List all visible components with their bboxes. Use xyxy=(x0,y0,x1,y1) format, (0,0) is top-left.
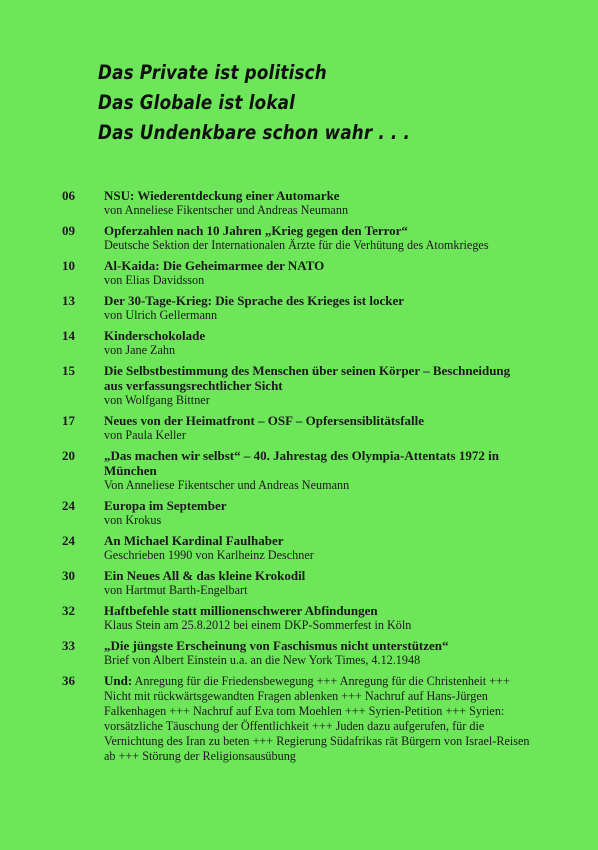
entry-title: NSU: Wiederentdeckung einer Automarke xyxy=(104,188,340,203)
toc-entry[interactable] xyxy=(62,533,532,563)
entry-title: Al-Kaida: Die Geheimarmee der NATO xyxy=(104,258,325,273)
entry-title: Neues von der Heimatfront – OSF – Opfersensiblitätsfalle xyxy=(104,413,425,428)
entry-author: von Hartmut Barth-Engelbart xyxy=(104,583,248,597)
entry-author: Von Anneliese Fikentscher und Andreas Neumann xyxy=(104,478,350,492)
headline-line: Das Undenkbare schon wahr . . . xyxy=(98,121,411,144)
toc-entry[interactable] xyxy=(62,673,532,764)
headline xyxy=(98,58,558,148)
entry-author: von Ulrich Gellermann xyxy=(104,308,218,322)
entry-author: von Anneliese Fikentscher und Andreas Neumann xyxy=(104,203,349,217)
page-number: 36 xyxy=(62,673,75,688)
toc-entry[interactable] xyxy=(62,638,532,668)
entry-title: Haftbefehle statt millionenschwerer Abfindungen xyxy=(104,603,378,618)
page-number: 20 xyxy=(62,448,75,463)
page-number: 30 xyxy=(62,568,75,583)
entry-author: von Paula Keller xyxy=(104,428,186,442)
page-number: 32 xyxy=(62,603,75,618)
entry-title: Kinderschokolade xyxy=(104,328,206,343)
entry-title: Europa im September xyxy=(104,498,227,513)
entry-title: Der 30-Tage-Krieg: Die Sprache des Krieges ist locker xyxy=(104,293,405,308)
page-number: 14 xyxy=(62,328,75,343)
entry-author: Geschrieben 1990 von Karlheinz Deschner xyxy=(104,548,314,562)
toc-entry[interactable] xyxy=(62,568,532,598)
toc-entry[interactable] xyxy=(62,363,532,408)
page-number: 09 xyxy=(62,223,75,238)
entry-title: Opferzahlen nach 10 Jahren „Krieg gegen den Terror“ xyxy=(104,223,408,238)
entry-summary xyxy=(104,673,532,764)
entry-title: „Die jüngste Erscheinung von Faschismus nicht unterstützen“ xyxy=(104,638,449,653)
entry-author: Brief von Albert Einstein u.a. an die New York Times, 4.12.1948 xyxy=(104,653,421,667)
page-number: 17 xyxy=(62,413,75,428)
entry-author: von Krokus xyxy=(104,513,162,527)
page-number: 10 xyxy=(62,258,75,273)
toc-entry[interactable] xyxy=(62,498,532,528)
entry-title: An Michael Kardinal Faulhaber xyxy=(104,533,284,548)
entry-author: Klaus Stein am 25.8.2012 bei einem DKP-Sommerfest in Köln xyxy=(104,618,412,632)
entry-author: von Wolfgang Bittner xyxy=(104,393,210,407)
entry-lead: Und: xyxy=(104,673,133,688)
toc-entry[interactable] xyxy=(62,413,532,443)
table-of-contents xyxy=(62,188,532,769)
page-number: 24 xyxy=(62,498,75,513)
headline-line: Das Globale ist lokal xyxy=(98,91,296,114)
entry-author: von Jane Zahn xyxy=(104,343,176,357)
headline-line: Das Private ist politisch xyxy=(98,61,327,84)
entry-author: Deutsche Sektion der Internationalen Ärzte für die Verhütung des Atomkrieges xyxy=(104,238,489,252)
toc-entry[interactable] xyxy=(62,188,532,218)
entry-text: Anregung für die Friedensbewegung +++ Anregung für die Christenheit +++ Nicht mit rückwärtsgewandten Fragen ablenken +++ Nachruf auf Hans-Jürgen Falkenhagen +++ Nachruf auf Eva tom Moehlen +++ Syrien-Petition +++ Syrien: vorsätzliche Täuschung der Öffentlichkeit +++ Juden dazu aufgerufen, für die Vernichtung des Iran zu beten +++ Regierung Südafrikas rät Bürgern von Israel-Reisen ab +++ Störung der Religionsausübung xyxy=(104,674,530,763)
page-number: 06 xyxy=(62,188,75,203)
toc-entry[interactable] xyxy=(62,603,532,633)
entry-author: von Elias Davidsson xyxy=(104,273,205,287)
page-number: 24 xyxy=(62,533,75,548)
toc-entry[interactable] xyxy=(62,258,532,288)
entry-title: Ein Neues All & das kleine Krokodil xyxy=(104,568,306,583)
toc-entry[interactable] xyxy=(62,328,532,358)
page-number: 13 xyxy=(62,293,75,308)
entry-title: „Das machen wir selbst“ – 40. Jahrestag des Olympia-Attentats 1972 in München xyxy=(104,448,499,478)
toc-entry[interactable] xyxy=(62,448,532,493)
toc-entry[interactable] xyxy=(62,223,532,253)
page-number: 33 xyxy=(62,638,75,653)
entry-title: Die Selbstbestimmung des Menschen über seinen Körper – Beschneidung aus verfassungsrechtlicher Sicht xyxy=(104,363,511,393)
page-number: 15 xyxy=(62,363,75,378)
toc-entry[interactable] xyxy=(62,293,532,323)
